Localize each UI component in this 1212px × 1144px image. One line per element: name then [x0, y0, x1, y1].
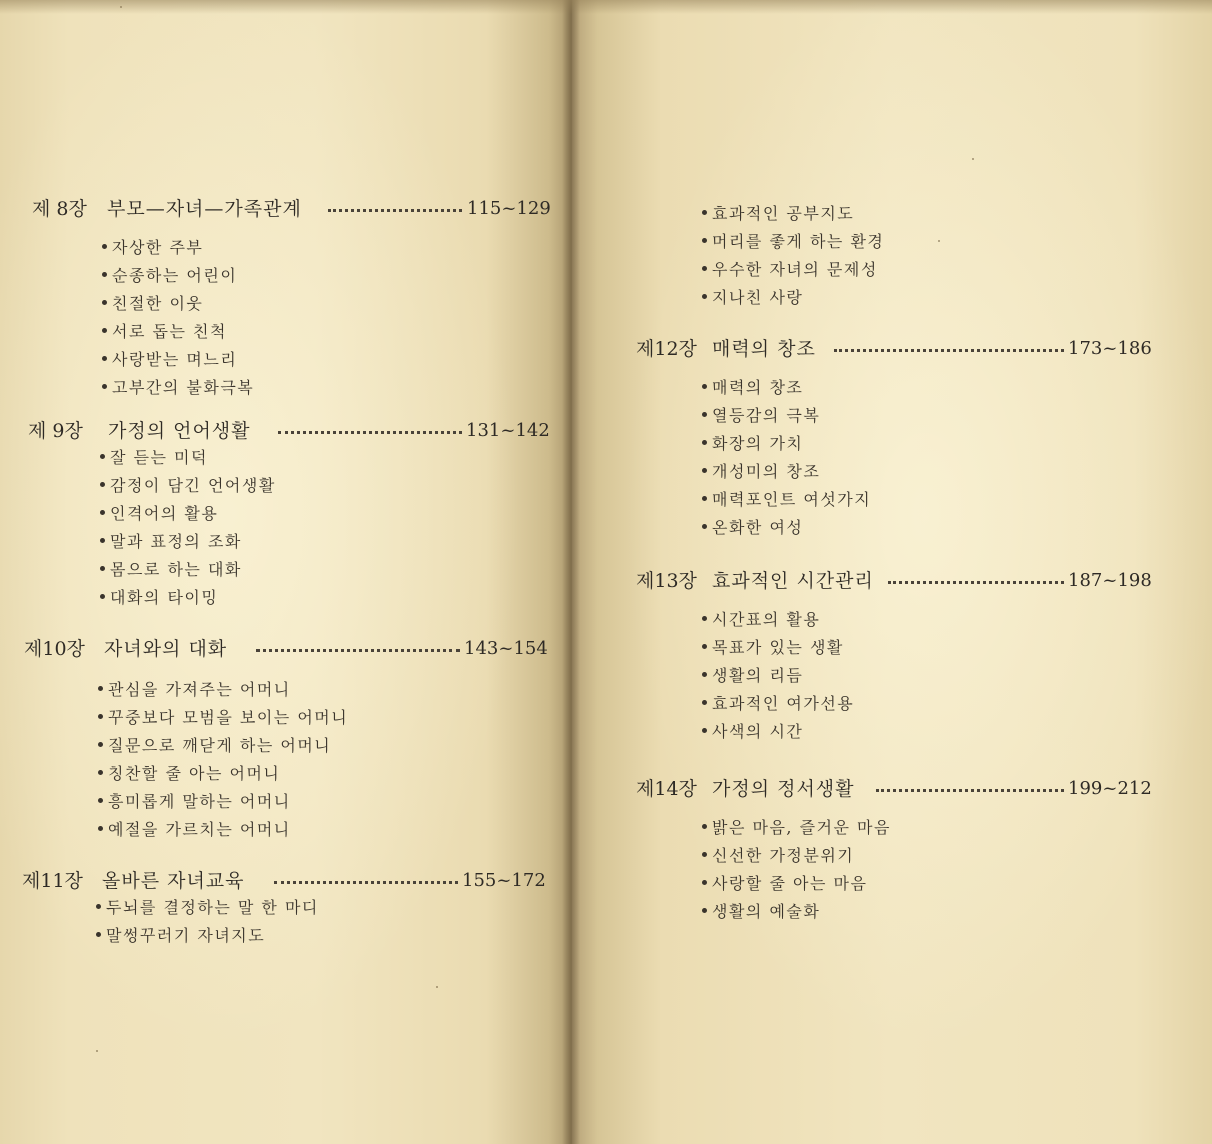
list-item — [702, 690, 854, 718]
chapter-title: 자녀와의 대화 — [104, 638, 228, 660]
bullet-icon — [702, 266, 707, 271]
bullet-icon — [102, 356, 107, 361]
list-item — [98, 788, 348, 816]
list-item — [702, 228, 884, 256]
bullet-icon — [702, 728, 707, 733]
section-list — [98, 676, 348, 844]
section-title: 사랑받는 며느리 — [112, 350, 238, 369]
section-title: 밝은 마음, 즐거운 마음 — [712, 818, 891, 837]
list-item — [702, 870, 891, 898]
chapter-number: 제14장 — [636, 778, 697, 800]
bullet-icon — [102, 244, 107, 249]
bullet-icon — [702, 294, 707, 299]
list-item — [702, 458, 871, 486]
section-title: 생활의 예술화 — [712, 902, 821, 921]
section-list — [702, 374, 871, 542]
chapter-title: 가정의 언어생활 — [108, 420, 251, 442]
list-item — [702, 256, 884, 284]
bullet-icon — [96, 904, 101, 909]
bullet-icon — [98, 714, 103, 719]
chapter-heading — [572, 566, 1202, 596]
bullet-icon — [100, 510, 105, 515]
section-title: 사색의 시간 — [712, 722, 804, 741]
list-item — [102, 290, 254, 318]
bullet-icon — [102, 300, 107, 305]
bullet-icon — [702, 616, 707, 621]
list-item — [102, 374, 254, 402]
leader-dots — [274, 881, 458, 884]
bullet-icon — [100, 566, 105, 571]
list-item — [96, 922, 319, 950]
list-item — [702, 718, 854, 746]
bullet-icon — [702, 880, 707, 885]
list-item — [702, 662, 854, 690]
bullet-icon — [98, 742, 103, 747]
bullet-icon — [702, 440, 707, 445]
bullet-icon — [98, 770, 103, 775]
section-title: 매력의 창조 — [712, 378, 804, 397]
paper-speck — [436, 986, 438, 988]
leader-dots — [256, 649, 460, 652]
bullet-icon — [702, 468, 707, 473]
chapter-page-range: 115~129 — [467, 198, 551, 219]
chapter-heading — [0, 194, 560, 224]
bullet-icon — [702, 908, 707, 913]
section-title: 효과적인 공부지도 — [712, 204, 855, 223]
chapter-14 — [572, 774, 1202, 921]
bullet-icon — [702, 672, 707, 677]
list-item — [702, 814, 891, 842]
leader-dots — [876, 789, 1064, 792]
chapter-heading — [0, 416, 560, 446]
section-title: 시간표의 활용 — [712, 610, 821, 629]
list-item — [100, 444, 276, 472]
bullet-icon — [702, 852, 707, 857]
section-title: 매력포인트 여섯가지 — [712, 490, 872, 509]
section-title: 화장의 가치 — [712, 434, 804, 453]
list-item — [102, 234, 254, 262]
section-title: 감정이 담긴 언어생활 — [110, 476, 276, 495]
section-title: 잘 듣는 미덕 — [110, 448, 208, 467]
list-item — [100, 528, 276, 556]
section-list — [102, 234, 254, 402]
list-item — [702, 842, 891, 870]
section-title: 흥미롭게 말하는 어머니 — [108, 792, 291, 811]
list-item — [102, 346, 254, 374]
section-list — [702, 606, 854, 746]
list-item — [702, 486, 871, 514]
section-title: 말썽꾸러기 자녀지도 — [106, 926, 266, 945]
list-item — [102, 262, 254, 290]
section-title: 두뇌를 결정하는 말 한 마디 — [106, 898, 319, 917]
section-title: 지나친 사랑 — [712, 288, 804, 307]
section-title: 말과 표정의 조화 — [110, 532, 242, 551]
list-item — [100, 500, 276, 528]
section-title: 꾸중보다 모범을 보이는 어머니 — [108, 708, 349, 727]
bullet-icon — [702, 700, 707, 705]
chapter-number: 제11장 — [22, 870, 83, 892]
section-list — [702, 814, 891, 926]
list-item — [98, 816, 348, 844]
chapter-title: 올바른 자녀교육 — [102, 870, 245, 892]
section-title: 목표가 있는 생활 — [712, 638, 844, 657]
left-page — [0, 0, 572, 1144]
bullet-icon — [102, 384, 107, 389]
section-title: 질문으로 깨닫게 하는 어머니 — [108, 736, 332, 755]
page-top-edge — [0, 0, 1212, 14]
bullet-icon — [702, 524, 707, 529]
bullet-icon — [702, 238, 707, 243]
list-item — [100, 472, 276, 500]
section-title: 대화의 타이밍 — [110, 588, 219, 607]
chapter-number: 제13장 — [636, 570, 697, 592]
bullet-icon — [702, 210, 707, 215]
list-item — [702, 898, 891, 926]
chapter-title: 효과적인 시간관리 — [712, 570, 874, 592]
section-title: 인격어의 활용 — [110, 504, 219, 523]
chapter-13 — [572, 566, 1202, 741]
leader-dots — [834, 349, 1064, 352]
chapter-12 — [572, 334, 1202, 537]
bullet-icon — [702, 384, 707, 389]
bullet-icon — [98, 826, 103, 831]
section-title: 서로 돕는 친척 — [112, 322, 227, 341]
chapter-heading — [572, 774, 1202, 804]
list-item — [98, 704, 348, 732]
chapter-title: 부모—자녀—가족관계 — [107, 198, 302, 220]
section-title: 예절을 가르치는 어머니 — [108, 820, 291, 839]
list-item — [702, 430, 871, 458]
bullet-icon — [98, 686, 103, 691]
bullet-icon — [98, 798, 103, 803]
book-gutter — [562, 0, 580, 1144]
list-item — [96, 894, 319, 922]
section-title: 온화한 여성 — [712, 518, 804, 537]
chapter-11 — [0, 866, 560, 945]
paper-speck — [938, 240, 940, 242]
list-item — [98, 676, 348, 704]
continued-section-list — [702, 200, 884, 312]
section-title: 친절한 이웃 — [112, 294, 204, 313]
chapter-number: 제12장 — [636, 338, 697, 360]
chapter-page-range: 187~198 — [1068, 570, 1152, 591]
chapter-number: 제 8장 — [32, 198, 87, 220]
section-title: 고부간의 불화극복 — [112, 378, 255, 397]
chapter-number: 제 9장 — [28, 420, 83, 442]
bullet-icon — [100, 482, 105, 487]
leader-dots — [888, 581, 1064, 584]
list-item — [702, 200, 884, 228]
bullet-icon — [702, 824, 707, 829]
list-item — [102, 318, 254, 346]
section-title: 머리를 좋게 하는 환경 — [712, 232, 885, 251]
bullet-icon — [102, 272, 107, 277]
section-title: 칭찬할 줄 아는 어머니 — [108, 764, 281, 783]
section-title: 사랑할 줄 아는 마음 — [712, 874, 868, 893]
section-list — [96, 894, 319, 950]
list-item — [100, 584, 276, 612]
chapter-page-range: 143~154 — [464, 638, 548, 659]
right-page — [572, 0, 1212, 1144]
chapter-8 — [0, 194, 560, 397]
list-item — [702, 374, 871, 402]
bullet-icon — [102, 328, 107, 333]
chapter-10 — [0, 634, 560, 839]
section-title: 신선한 가정분위기 — [712, 846, 855, 865]
section-title: 생활의 리듬 — [712, 666, 804, 685]
section-title: 자상한 주부 — [112, 238, 204, 257]
section-title: 몸으로 하는 대화 — [110, 560, 242, 579]
section-title: 관심을 가져주는 어머니 — [108, 680, 291, 699]
chapter-page-range: 173~186 — [1068, 338, 1152, 359]
section-title: 효과적인 여가선용 — [712, 694, 855, 713]
list-item — [98, 760, 348, 788]
bullet-icon — [100, 594, 105, 599]
bullet-icon — [100, 538, 105, 543]
list-item — [702, 514, 871, 542]
list-item — [100, 556, 276, 584]
list-item — [702, 606, 854, 634]
chapter-heading — [0, 866, 560, 896]
list-item — [702, 284, 884, 312]
chapter-title: 가정의 정서생활 — [712, 778, 855, 800]
chapter-page-range: 131~142 — [466, 420, 550, 441]
list-item — [702, 634, 854, 662]
leader-dots — [278, 431, 462, 434]
bullet-icon — [702, 412, 707, 417]
chapter-9 — [0, 416, 560, 607]
section-list — [100, 444, 276, 612]
chapter-number: 제10장 — [24, 638, 85, 660]
leader-dots — [328, 209, 462, 212]
chapter-title: 매력의 창조 — [712, 338, 816, 360]
section-title: 우수한 자녀의 문제성 — [712, 260, 878, 279]
bullet-icon — [702, 496, 707, 501]
section-title: 열등감의 극복 — [712, 406, 821, 425]
chapter-heading — [0, 634, 560, 664]
paper-speck — [96, 1050, 98, 1052]
chapter-page-range: 155~172 — [462, 870, 546, 891]
section-title: 개성미의 창조 — [712, 462, 821, 481]
paper-speck — [972, 158, 974, 160]
list-item — [98, 732, 348, 760]
list-item — [702, 402, 871, 430]
section-title: 순종하는 어린이 — [112, 266, 238, 285]
chapter-page-range: 199~212 — [1068, 778, 1152, 799]
bullet-icon — [702, 644, 707, 649]
bullet-icon — [100, 454, 105, 459]
bullet-icon — [96, 932, 101, 937]
chapter-heading — [572, 334, 1202, 364]
